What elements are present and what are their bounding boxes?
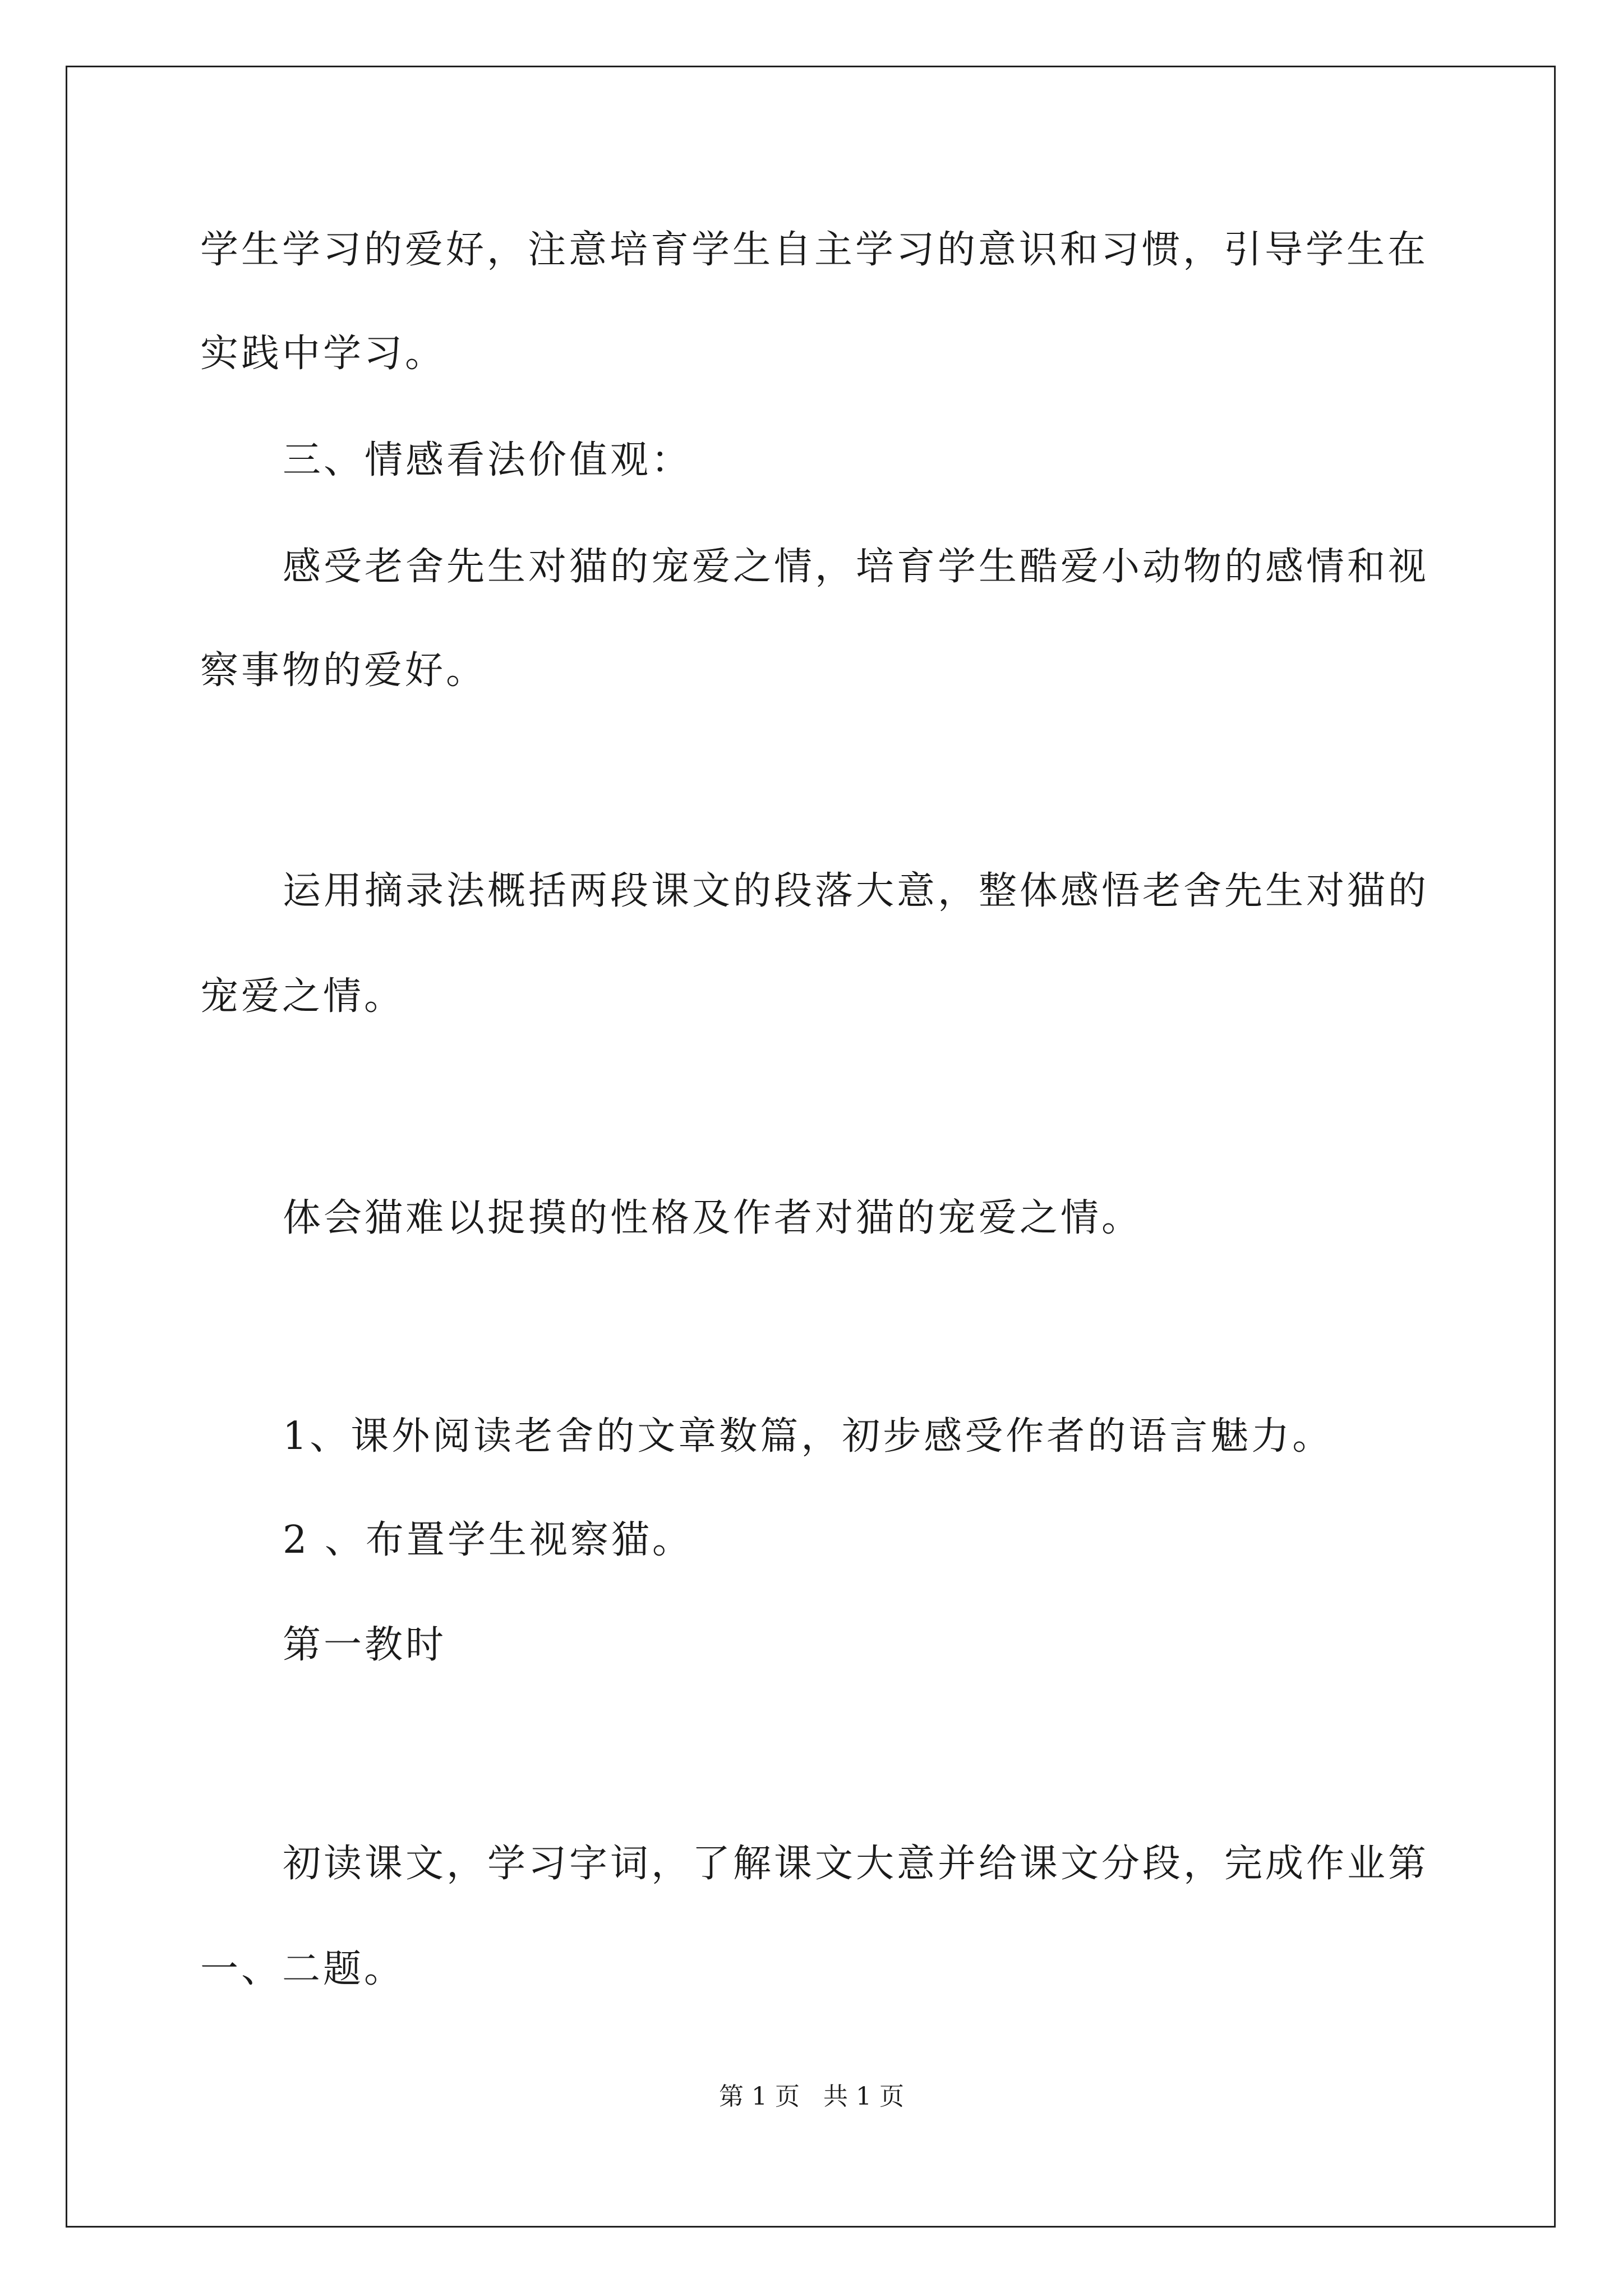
text-line-13: 一、二题。 bbox=[200, 1947, 405, 1991]
text-line-7: 宠爱之情。 bbox=[200, 974, 405, 1019]
section-heading-emotion: 三、情感看法价值观： bbox=[283, 438, 693, 482]
text-line-6: 运用摘录法概括两段课文的段落大意，整体感悟老舍先生对猫的 bbox=[283, 869, 1430, 913]
text-line-12: 初读课文，学习字词，了解课文大意并给课文分段，完成作业第 bbox=[283, 1842, 1430, 1886]
text-line-5: 察事物的爱好。 bbox=[200, 648, 487, 693]
page-border bbox=[66, 66, 1556, 2228]
text-line-8: 体会猫难以捉摸的性格及作者对猫的宠爱之情。 bbox=[283, 1196, 1143, 1240]
list-item-1: 1、课外阅读老舍的文章数篇，初步感受作者的语言魅力。 bbox=[283, 1414, 1334, 1458]
text-line-1: 学生学习的爱好，注意培育学生自主学习的意识和习惯，引导学生在 bbox=[200, 228, 1429, 272]
text-line-2: 实践中学习。 bbox=[200, 332, 446, 376]
page-footer: 第 1 页 共 1 页 bbox=[719, 2082, 904, 2111]
text-line-4: 感受老舍先生对猫的宠爱之情，培育学生酷爱小动物的感情和视 bbox=[283, 545, 1430, 589]
lesson-heading: 第一教时 bbox=[283, 1623, 447, 1667]
list-item-2: 2 、布置学生视察猫。 bbox=[283, 1518, 693, 1562]
